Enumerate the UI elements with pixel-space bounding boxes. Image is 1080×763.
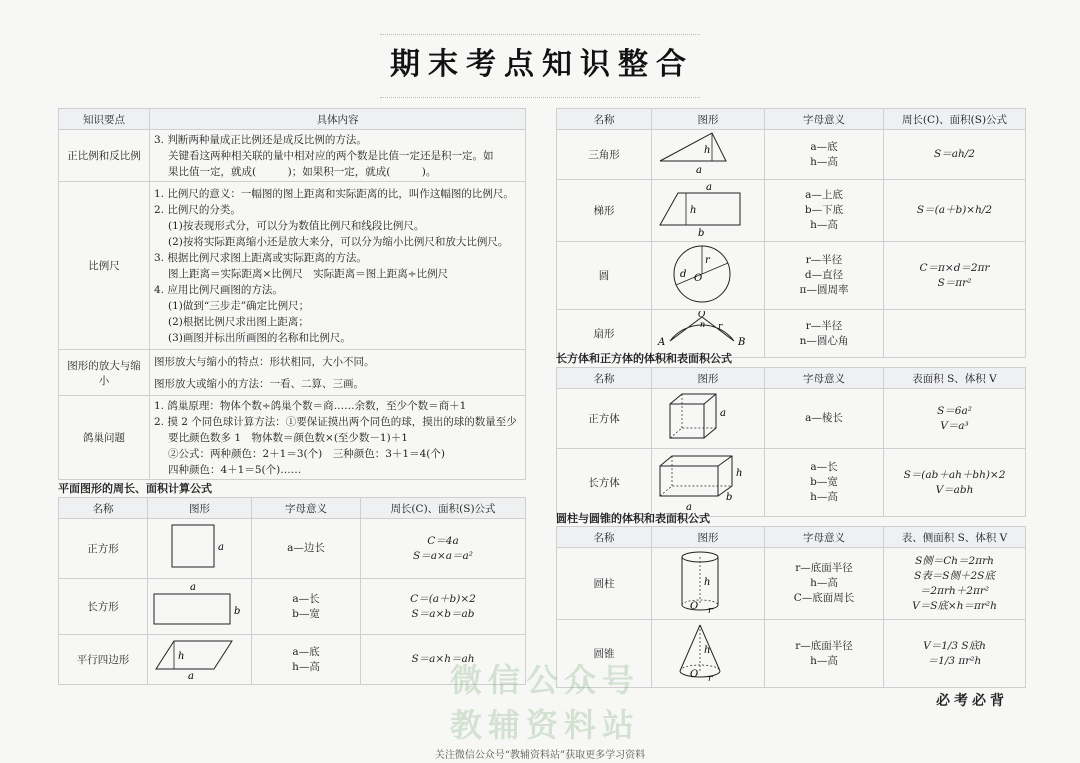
trapezoid-figure — [652, 180, 765, 242]
rectangle-diagram — [152, 580, 242, 630]
content-line: 关键看这两种相关联的量中相对应的两个数是比值一定还是积一定。如 — [168, 149, 494, 162]
figure-name: 扇形 — [557, 310, 652, 358]
figure-name: 梯形 — [557, 180, 652, 242]
formula-line: S侧＝Ch＝2πrh — [915, 554, 994, 567]
knowledge-table — [58, 108, 526, 480]
letter-meaning — [765, 242, 884, 310]
letter-meaning — [252, 635, 361, 685]
formula-line: S＝a×h＝ah — [411, 653, 475, 665]
meaning-line: r—底面半径 — [795, 639, 853, 652]
figure-label: a — [686, 502, 692, 512]
figure-name: 正方形 — [59, 519, 148, 579]
figure-label: O — [698, 311, 706, 320]
meaning-line: h—高 — [810, 219, 838, 231]
figure-name: 正方体 — [557, 389, 652, 449]
formula-line: ＝2πrh＋2πr² — [919, 584, 990, 597]
section-title-plane: 平面图形的周长、面积计算公式 — [58, 482, 212, 495]
figure-label: h — [704, 145, 711, 156]
cylinder-figure — [652, 548, 765, 620]
cuboid-figure — [652, 449, 765, 517]
trapezoid-diagram — [656, 181, 752, 237]
row-content — [150, 182, 526, 350]
page-title: 期末考点知识整合 — [390, 47, 694, 82]
content-line: (1)按表现形式分，可以分为数值比例尺和线段比例尺。 — [168, 219, 425, 232]
meaning-line: π—圆周率 — [799, 284, 849, 296]
content-line: 2. 摸 2 个同色球计算方法：①要保证摸出两个同色的球，摸出的球的数量至少 — [154, 415, 517, 428]
formula — [884, 180, 1026, 242]
meaning-line: a—底 — [292, 645, 320, 658]
content-line: 3. 判断两种量成正比例还是成反比例的方法。 — [154, 133, 367, 146]
figure-name: 长方形 — [59, 579, 148, 635]
content-line: (1)做到“三步走”确定比例尺； — [168, 299, 310, 312]
content-line: (2)按将实际距离缩小还是放大来分，可以分为缩小比例尺和放大比例尺。 — [168, 235, 509, 248]
meaning-line: a—长 — [810, 461, 838, 473]
watermark-line: 微信公众号 — [450, 661, 641, 699]
header-content: 具体内容 — [150, 109, 526, 130]
square-diagram — [152, 520, 242, 574]
formula — [884, 130, 1026, 180]
figure-label: O — [690, 669, 699, 680]
footer-note: 关注微信公众号“教辅资料站”获取更多学习资料 — [434, 750, 646, 761]
formula-line: S＝(a＋b)×h/2 — [916, 204, 993, 216]
figure-label: a — [696, 165, 702, 175]
letter-meaning — [252, 519, 361, 579]
formula-line: C＝4a — [427, 534, 459, 547]
meaning-line: h—高 — [810, 491, 838, 503]
figure-label: r — [718, 322, 723, 332]
header-name: 名称 — [557, 527, 652, 548]
formula-line: S＝6a² — [937, 404, 972, 417]
cuboid-diagram — [656, 450, 752, 512]
figure-label: O — [690, 601, 699, 612]
figure-name: 圆 — [557, 242, 652, 310]
figure-label: r — [708, 674, 713, 683]
content-line: (3)画图并标出所画图的名称和比例尺。 — [168, 331, 351, 344]
figure-label: a — [188, 671, 194, 679]
figure-label: h — [704, 577, 711, 588]
cube-figure — [652, 389, 765, 449]
header-knowledge-point: 知识要点 — [59, 109, 150, 130]
content-line: 1. 鸽巢原理：物体个数÷鸽巢个数＝商……余数，至少个数＝商＋1 — [154, 399, 467, 412]
figure-label: a — [218, 542, 224, 553]
header-figure: 图形 — [148, 498, 252, 519]
formula-line: V＝abh — [935, 483, 974, 496]
circle-figure — [652, 242, 765, 310]
letter-meaning — [252, 579, 361, 635]
meaning-line: a—上底 — [805, 189, 843, 201]
figure-label: h — [736, 468, 743, 479]
letter-meaning — [765, 180, 884, 242]
square-figure — [148, 519, 252, 579]
formula — [884, 548, 1026, 620]
cylinder-diagram — [656, 549, 752, 615]
rectangle-figure — [148, 579, 252, 635]
header-name: 名称 — [59, 498, 148, 519]
triangle-figure — [652, 130, 765, 180]
meaning-line: a—底 — [810, 140, 838, 153]
letter-meaning — [765, 548, 884, 620]
meaning-line: n—圆心角 — [799, 334, 849, 347]
formula — [884, 242, 1026, 310]
section-title-cylinder: 圆柱与圆锥的体积和表面积公式 — [556, 512, 710, 525]
figure-label: b — [234, 606, 241, 617]
figure-label: h — [704, 645, 711, 656]
letter-meaning — [765, 310, 884, 358]
formula — [884, 310, 1026, 358]
meaning-line: a—边长 — [287, 542, 325, 554]
meaning-line: h—高 — [810, 155, 838, 168]
formula-line: S＝a×a＝a² — [413, 549, 473, 562]
formula — [361, 579, 526, 635]
parallelogram-diagram — [152, 637, 242, 679]
figure-name: 圆柱 — [557, 548, 652, 620]
formula-line: S表＝S侧＋2S底 — [914, 569, 995, 582]
row-key: 正比例和反比例 — [59, 130, 150, 182]
header-figure: 图形 — [652, 368, 765, 389]
meaning-line: a—长 — [292, 592, 320, 605]
meaning-line: h—高 — [810, 654, 838, 667]
formula — [884, 389, 1026, 449]
meaning-line: d—直径 — [804, 269, 844, 281]
row-key: 比例尺 — [59, 182, 150, 350]
content-line: ②公式：两种颜色：2＋1＝3(个) 三种颜色：3＋1＝4(个) — [168, 447, 445, 460]
content-line: 果比值一定，就成( )；如果积一定，就成( )。 — [168, 165, 437, 178]
content-line: (2)根据比例尺求出图上距离； — [168, 315, 309, 328]
right-plane-table — [556, 108, 1026, 358]
figure-label: a — [720, 408, 726, 419]
cuboid-table — [556, 367, 1026, 517]
triangle-diagram — [656, 131, 752, 175]
meaning-line: h—高 — [292, 660, 320, 673]
watermark-line: 教辅资料站 — [450, 706, 641, 744]
figure-label: r — [705, 255, 710, 266]
figure-name: 长方体 — [557, 449, 652, 517]
cone-diagram — [656, 621, 752, 683]
formula-line: S＝πr² — [937, 276, 972, 289]
header-meaning: 字母意义 — [252, 498, 361, 519]
header-formula: 表面积 S、体积 V — [884, 368, 1026, 389]
letter-meaning — [765, 389, 884, 449]
meaning-line: b—宽 — [810, 476, 838, 488]
formula-line: C＝(a＋b)×2 — [410, 592, 476, 605]
figure-label: A — [658, 337, 666, 348]
figure-label: b — [726, 492, 733, 503]
parallelogram-figure — [148, 635, 252, 685]
meaning-line: r—半径 — [805, 254, 843, 266]
row-content — [150, 396, 526, 480]
header-name: 名称 — [557, 368, 652, 389]
cube-diagram — [656, 390, 752, 444]
formula-line: V＝S底×h＝πr²h — [912, 599, 997, 612]
cone-figure — [652, 620, 765, 688]
figure-label: O — [694, 273, 703, 284]
figure-name: 三角形 — [557, 130, 652, 180]
content-line: 图上距离＝实际距离×比例尺 实际距离＝图上距离÷比例尺 — [168, 267, 449, 280]
meaning-line: b—宽 — [292, 607, 320, 620]
formula-line: V＝a³ — [940, 419, 969, 432]
figure-label: d — [680, 269, 687, 280]
content-line: 3. 根据比例尺求图上距离或实际距离的方法。 — [154, 251, 367, 264]
row-content — [150, 350, 526, 396]
figure-label: B — [738, 337, 746, 348]
header-formula: 周长(C)、面积(S)公式 — [884, 109, 1026, 130]
row-content — [150, 130, 526, 182]
circle-diagram — [656, 243, 752, 305]
formula-line: S＝ah/2 — [934, 148, 975, 160]
content-line: 1. 比例尺的意义：一幅图的图上距离和实际距离的比，叫作这幅图的比例尺。 — [154, 187, 514, 200]
header-meaning: 字母意义 — [765, 368, 884, 389]
figure-label: n — [700, 320, 706, 329]
header-name: 名称 — [557, 109, 652, 130]
row-key: 鸽巢问题 — [59, 396, 150, 480]
must-memorize-badge: 必考必背 — [936, 693, 1008, 709]
figure-label: h — [690, 205, 697, 216]
meaning-line: h—高 — [810, 577, 838, 589]
formula — [884, 620, 1026, 688]
sector-diagram — [656, 311, 752, 353]
meaning-line: r—底面半径 — [795, 562, 853, 574]
content-line: 4. 应用比例尺画图的方法。 — [154, 283, 283, 296]
content-line: 2. 比例尺的分类。 — [154, 203, 241, 216]
formula — [884, 449, 1026, 517]
content-line: 要比颜色数多 1 物体数＝颜色数×(至少数－1)＋1 — [168, 431, 408, 444]
meaning-line: a—棱长 — [805, 412, 843, 424]
formula — [361, 519, 526, 579]
figure-label: r — [708, 606, 713, 615]
figure-label: b — [698, 228, 705, 237]
header-meaning: 字母意义 — [765, 109, 884, 130]
formula-line: S＝a×b＝ab — [411, 607, 475, 620]
content-line: 四种颜色：4＋1＝5(个)…… — [168, 463, 302, 476]
meaning-line: b—下底 — [804, 204, 844, 216]
figure-label: h — [178, 651, 185, 662]
letter-meaning — [765, 130, 884, 180]
figure-name: 平行四边形 — [59, 635, 148, 685]
header-meaning: 字母意义 — [765, 527, 884, 548]
figure-label: a — [190, 582, 196, 593]
content-line: 图形放大或缩小的方法：一看、二算、三画。 — [154, 377, 364, 390]
row-key: 图形的放大与缩小 — [59, 350, 150, 396]
figure-label: a — [706, 182, 712, 193]
formula-line: V＝1/3 S底h — [923, 639, 986, 652]
header-formula: 表、侧面积 S、体积 V — [884, 527, 1026, 548]
meaning-line: r—半径 — [805, 319, 843, 332]
content-line: 图形放大与缩小的特点：形状相同，大小不同。 — [154, 355, 375, 368]
section-title-cuboid: 长方体和正方体的体积和表面积公式 — [556, 352, 732, 365]
formula-line: ＝1/3 πr²h — [927, 654, 982, 667]
header-figure: 图形 — [652, 109, 765, 130]
letter-meaning — [765, 620, 884, 688]
header-figure: 图形 — [652, 527, 765, 548]
formula-line: S＝(ab＋ah＋bh)×2 — [903, 468, 1006, 481]
letter-meaning — [765, 449, 884, 517]
figure-name: 圆锥 — [557, 620, 652, 688]
formula-line: C＝π×d＝2πr — [919, 261, 990, 274]
meaning-line: C—底面周长 — [793, 592, 855, 604]
header-formula: 周长(C)、面积(S)公式 — [361, 498, 526, 519]
